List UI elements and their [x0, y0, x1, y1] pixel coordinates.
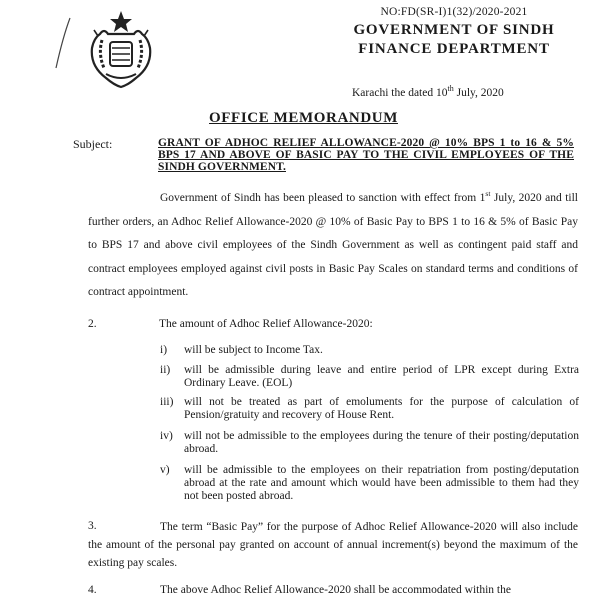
- paragraph-3-number: 3.: [88, 520, 97, 532]
- government-name: GOVERNMENT OF SINDH: [353, 22, 555, 38]
- list-marker: i): [160, 344, 168, 356]
- list-marker: v): [160, 464, 170, 476]
- paragraph-1-start: Government of Sindh has been pleased to sanction with effect from 1: [160, 192, 486, 204]
- date-prefix: Karachi the dated 10: [352, 86, 448, 99]
- reference-number: NO:FD(SR-I)1(32)/2020-2021: [380, 6, 528, 18]
- list-marker: iv): [160, 430, 173, 442]
- date-suffix: July, 2020: [453, 86, 504, 99]
- paragraph-4-text: The above Adhoc Relief Allowance-2020 shall be accommodated within the: [160, 584, 511, 596]
- list-marker: iii): [160, 396, 174, 408]
- department-name: FINANCE DEPARTMENT: [358, 41, 550, 57]
- government-seal-icon: [78, 8, 164, 90]
- paragraph-4-number: 4.: [88, 584, 97, 596]
- paragraph-3-text: The term “Basic Pay” for the purpose of Adhoc Relief Allowance-2020 will also include the amount of the personal pay granted on account of annual increment(s) beyond the maximum of the existing pay scales.: [88, 521, 578, 569]
- paragraph-1-sup: st: [485, 189, 491, 199]
- paragraph-2-intro: The amount of Adhoc Relief Allowance-2020:: [159, 318, 373, 330]
- memo-date: [352, 84, 504, 99]
- subject-text: GRANT OF ADHOC RELIEF ALLOWANCE-2020 @ 10% BPS 1 to 16 & 5% BPS 17 AND ABOVE OF BASIC PAY TO THE CIVIL EMPLOYEES OF THE SINDH GOVERNMENT.: [158, 137, 574, 173]
- list-item-text: will be subject to Income Tax.: [184, 344, 323, 356]
- list-item-text: will be admissible during leave and entire period of LPR except during Extra Ordinary Leave. (EOL): [184, 364, 579, 389]
- list-item-text: will not be admissible to the employees during the tenure of their posting/deputation abroad.: [184, 430, 579, 455]
- memo-title: [0, 110, 607, 127]
- list-marker: ii): [160, 364, 171, 376]
- memo-title-text: OFFICE MEMORANDUM: [209, 110, 398, 126]
- list-item-text: will not be treated as part of emoluments for the purpose of calculation of Pension/gratuity and recovery of House Rent.: [184, 396, 579, 421]
- list-item-text: will be admissible to the employees on their repatriation from posting/deputation abroad at the rate and amount which would have been admissible to them had they not been posted abroad.: [184, 464, 579, 502]
- paragraph-2-number: 2.: [88, 318, 97, 330]
- paragraph-1: [88, 187, 578, 305]
- pen-mark: [52, 16, 74, 72]
- subject-label: Subject:: [73, 137, 113, 151]
- date-sup: th: [447, 84, 454, 93]
- paragraph-1-rest: July, 2020 and till further orders, an Adhoc Relief Allowance-2020 @ 10% of Basic Pay to BPS 1 to 16 & 5% of Basic Pay to BPS 17 and above civil employees of the Sindh Government as well as contingent paid staff and contract employees employed against civil posts in Basic Pay Scales on standard terms and conditions of contract appointment.: [88, 192, 578, 298]
